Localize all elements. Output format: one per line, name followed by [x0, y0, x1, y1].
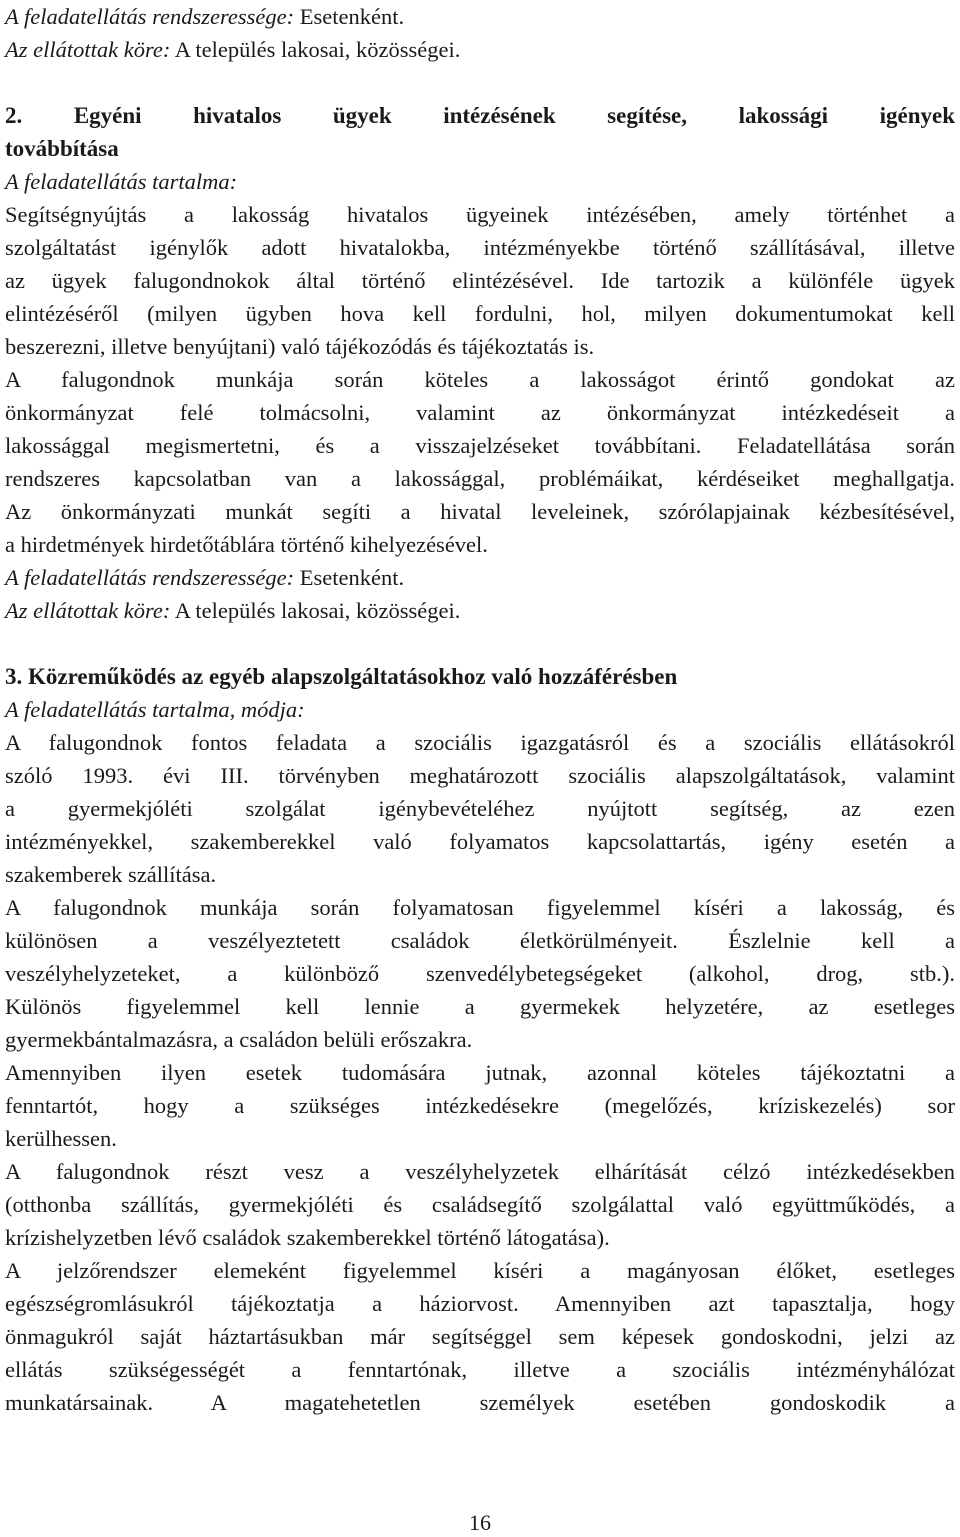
text-line: [5, 1386, 955, 1419]
text-run: Amennyiben ilyen esetek tudomására jutnak, azonnal köteles tájékoztatni a: [5, 1060, 955, 1085]
text-line: [5, 1122, 955, 1155]
text-line: [5, 396, 955, 429]
text-run: szolgáltatást igénylők adott hivatalokba, intézményekbe történő szállításával, illetve: [5, 235, 955, 260]
text-run: különösen a veszélyeztetett családok életkörülményeit. Észlelnie kell a: [5, 928, 955, 953]
text-line: [5, 792, 955, 825]
text-run: A település lakosai, közösségei.: [170, 598, 461, 623]
text-run: (otthonba szállítás, gyermekjóléti és családsegítő szolgálattal való együttműködés, a: [5, 1192, 955, 1217]
text-run: gyermekbántalmazásra, a családon belüli erőszakra.: [5, 1027, 473, 1052]
text-run: a hirdetmények hirdetőtáblára történő kihelyezésével.: [5, 532, 488, 557]
text-run: az ügyek falugondnokok által történő elintézésével. Ide tartozik a különféle ügyek: [5, 268, 955, 293]
text-line: [5, 726, 955, 759]
text-line: [5, 198, 955, 231]
text-run: A jelzőrendszer elemeként figyelemmel kíséri a magányosan élőket, esetleges: [5, 1258, 955, 1283]
text-line: [5, 1155, 955, 1188]
text-line: [5, 924, 955, 957]
text-run: A falugondnok munkája során folyamatosan figyelemmel kíséri a lakosság, és: [5, 895, 955, 920]
text-line: [5, 1287, 955, 1320]
text-run: Esetenként.: [294, 4, 405, 29]
text-line: [5, 1353, 955, 1386]
text-line: [5, 759, 955, 792]
text-run: önmagukról saját háztartásukban már segítséggel sem képesek gondoskodni, jelzi az: [5, 1324, 955, 1349]
italic-label: Az ellátottak köre:: [5, 37, 171, 62]
text-run: a gyermekjóléti szolgálat igénybevételéhez nyújtott segítség, az ezen: [5, 796, 955, 821]
text-run: egészségromlásukról tájékoztatja a háziorvost. Amennyiben azt tapasztalja, hogy: [5, 1291, 955, 1316]
text-run: beszerezni, illetve benyújtani) való tájékozódás és tájékoztatás is.: [5, 334, 595, 359]
text-line: [5, 231, 955, 264]
text-run: szakemberek szállítása.: [5, 862, 217, 887]
text-line: [5, 594, 955, 627]
section-heading-line: [5, 132, 955, 165]
text-run: krízishelyzetben lévő családok szakemberekkel történő látogatása).: [5, 1225, 610, 1250]
text-line: [5, 363, 955, 396]
text-run: Az önkormányzati munkát segíti a hivatal leveleinek, szórólapjainak kézbesítésével,: [5, 499, 955, 524]
blank-line: [5, 66, 955, 99]
italic-label: A feladatellátás tartalma, módja:: [5, 697, 305, 722]
italic-label: A feladatellátás rendszeressége:: [5, 4, 295, 29]
text-line: [5, 528, 955, 561]
document-page: [5, 0, 955, 1419]
text-line: [5, 429, 955, 462]
text-run: elintézéséről (milyen ügyben hova kell fordulni, hol, milyen dokumentumokat kell: [5, 301, 955, 326]
text-line: [5, 1254, 955, 1287]
text-run: szóló 1993. évi III. törvényben meghatározott szociális alapszolgáltatások, valamint: [5, 763, 955, 788]
text-line: [5, 165, 955, 198]
text-run: veszélyhelyzeteket, a különböző szenvedélybetegségeket (alkohol, drog, stb.).: [5, 961, 955, 986]
text-run: A falugondnok fontos feladata a szociális igazgatásról és a szociális ellátásokról: [5, 730, 955, 755]
text-line: [5, 462, 955, 495]
text-run: Különös figyelemmel kell lennie a gyermekek helyzetére, az esetleges: [5, 994, 955, 1019]
text-run: munkatársainak. A magatehetetlen személyek esetében gondoskodik a: [5, 1390, 955, 1415]
text-run: 2. Egyéni hivatalos ügyek intézésének segítése, lakossági igények: [5, 103, 955, 128]
text-run: ellátás szükségességét a fenntartónak, illetve a szociális intézményhálózat: [5, 1357, 955, 1382]
italic-label: A feladatellátás rendszeressége:: [5, 565, 295, 590]
text-line: [5, 1023, 955, 1056]
section-heading-line: [5, 660, 955, 693]
text-run: intézményekkel, szakemberekkel való folyamatos kapcsolattartás, igény esetén a: [5, 829, 955, 854]
text-line: [5, 858, 955, 891]
text-line: [5, 297, 955, 330]
text-run: lakossággal megismertetni, és a visszajelzéseket továbbítani. Feladatellátása során: [5, 433, 955, 458]
text-run: Segítségnyújtás a lakosság hivatalos ügyeinek intézésében, amely történhet a: [5, 202, 955, 227]
text-run: A falugondnok munkája során köteles a lakosságot érintő gondokat az: [5, 367, 955, 392]
text-run: fenntartót, hogy a szükséges intézkedésekre (megelőzés, kríziskezelés) sor: [5, 1093, 955, 1118]
text-run: A település lakosai, közösségei.: [170, 37, 461, 62]
text-run: önkormányzat felé tolmácsolni, valamint az önkormányzat intézkedéseit a: [5, 400, 955, 425]
text-line: [5, 693, 955, 726]
text-run: kerülhessen.: [5, 1126, 117, 1151]
text-line: [5, 1056, 955, 1089]
text-line: [5, 1221, 955, 1254]
page-number: 16: [469, 1510, 491, 1535]
text-run: továbbítása: [5, 136, 119, 161]
text-line: [5, 1320, 955, 1353]
text-line: [5, 957, 955, 990]
text-line: [5, 264, 955, 297]
text-line: [5, 495, 955, 528]
text-line: [5, 561, 955, 594]
text-line: [5, 990, 955, 1023]
text-line: [5, 1089, 955, 1122]
text-line: [5, 0, 955, 33]
text-line: [5, 891, 955, 924]
text-run: A falugondnok részt vesz a veszélyhelyzetek elhárítását célzó intézkedésekben: [5, 1159, 955, 1184]
text-run: 3. Közreműködés az egyéb alapszolgáltatásokhoz való hozzáférésben: [5, 664, 678, 689]
text-run: rendszeres kapcsolatban van a lakossággal, problémáikat, kérdéseiket meghallgatja.: [5, 466, 955, 491]
text-line: [5, 825, 955, 858]
italic-label: Az ellátottak köre:: [5, 598, 171, 623]
text-line: [5, 330, 955, 363]
text-run: Esetenként.: [294, 565, 405, 590]
italic-label: A feladatellátás tartalma:: [5, 169, 238, 194]
section-heading-line: [5, 99, 955, 132]
blank-line: [5, 627, 955, 660]
text-line: [5, 33, 955, 66]
text-line: [5, 1188, 955, 1221]
